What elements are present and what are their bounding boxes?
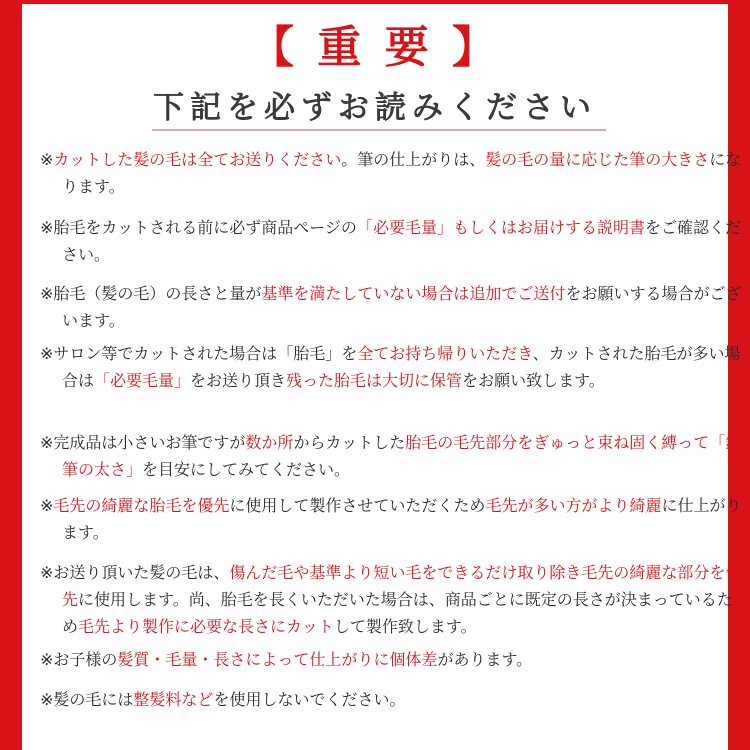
note-highlight: カットした髪の毛は全てお送りください — [53, 150, 342, 169]
note-text: に使用します。尚、胎毛を長くいただいた場合は、商品ごとに既定の長さが決まっているため — [62, 590, 733, 636]
note-text: があります。 — [437, 650, 533, 669]
note-highlight: 傷んだ毛や基準より短い毛をできるだけ取り除き毛先の綺麗な部分を優先 — [62, 563, 742, 609]
page-title: 【 重 要 】 — [250, 22, 500, 73]
note-item — [40, 686, 742, 713]
note-text: ※胎毛をカットされる前に必ず商品ページの — [40, 218, 357, 237]
note-item — [40, 646, 742, 673]
note-text: ※胎毛（髪の毛）の長さと量が — [40, 284, 262, 303]
note-text: ※ — [40, 150, 54, 169]
note-text: を使用しないでください。 — [213, 690, 406, 709]
note-highlight: 「必要毛量」 — [94, 371, 191, 390]
note-text: を目安にしてみてください。 — [142, 460, 351, 479]
note-text: をお願いする場合がございます。 — [62, 284, 742, 330]
note-text: ※お子様の — [40, 650, 118, 669]
note-text: になります。 — [62, 150, 742, 196]
note-item — [40, 492, 742, 546]
note-text: ※髪の毛には — [40, 690, 134, 709]
note-highlight: 毛先が多い方がより綺麗 — [485, 496, 662, 515]
note-text: 、カットされた胎毛が多い場合は — [62, 344, 741, 390]
note-item — [40, 214, 742, 268]
note-highlight: 「必要毛量」もしくはお届けする説明書 — [356, 218, 645, 237]
note-text: をご確認ください。 — [62, 218, 741, 264]
note-item — [40, 146, 742, 200]
note-text: ※サロン等でカットされた場合は「胎毛」を — [40, 344, 358, 363]
note-text: 。筆の仕上がりは、 — [341, 150, 486, 169]
note-highlight: 数か所 — [245, 433, 294, 452]
note-text: ※ — [40, 496, 54, 515]
note-text: をお送り頂き — [190, 371, 287, 390]
note-text: に使用して製作させていただくため — [229, 496, 486, 515]
note-highlight: 整髪料など — [133, 690, 214, 709]
note-highlight: 髪質・毛量・長さによって仕上がりに個体差 — [117, 650, 438, 669]
note-highlight: 毛先より製作に必要な長さにカット — [78, 617, 334, 636]
note-text: をお願い致します。 — [462, 371, 605, 390]
note-text: に仕上がります。 — [62, 496, 742, 542]
note-text: して製作致します。 — [333, 617, 477, 636]
note-item — [40, 280, 742, 334]
note-item — [40, 340, 742, 394]
note-highlight: 基準を満たしていない場合は追加でご送付 — [261, 284, 566, 303]
note-text: ※完成品は小さいお筆ですが — [40, 433, 246, 452]
note-highlight: 毛先の綺麗な胎毛を優先 — [53, 496, 230, 515]
note-highlight: 髪の毛の量に応じた筆の大きさ — [485, 150, 710, 169]
note-highlight: 残った胎毛は大切に保管 — [286, 371, 463, 390]
note-highlight: 全てお持ち帰りいただき — [357, 344, 533, 363]
page-subtitle: 下記を必ずお読みください — [153, 90, 597, 126]
note-text: からカットした — [293, 433, 406, 452]
note-item — [40, 429, 742, 483]
note-highlight: 胎毛の毛先部分をぎゅっと束ね固く縛って「鉛筆の太さ」 — [62, 433, 742, 479]
note-item — [40, 559, 742, 640]
note-text: ※お送り頂いた髪の毛は、 — [40, 563, 230, 582]
